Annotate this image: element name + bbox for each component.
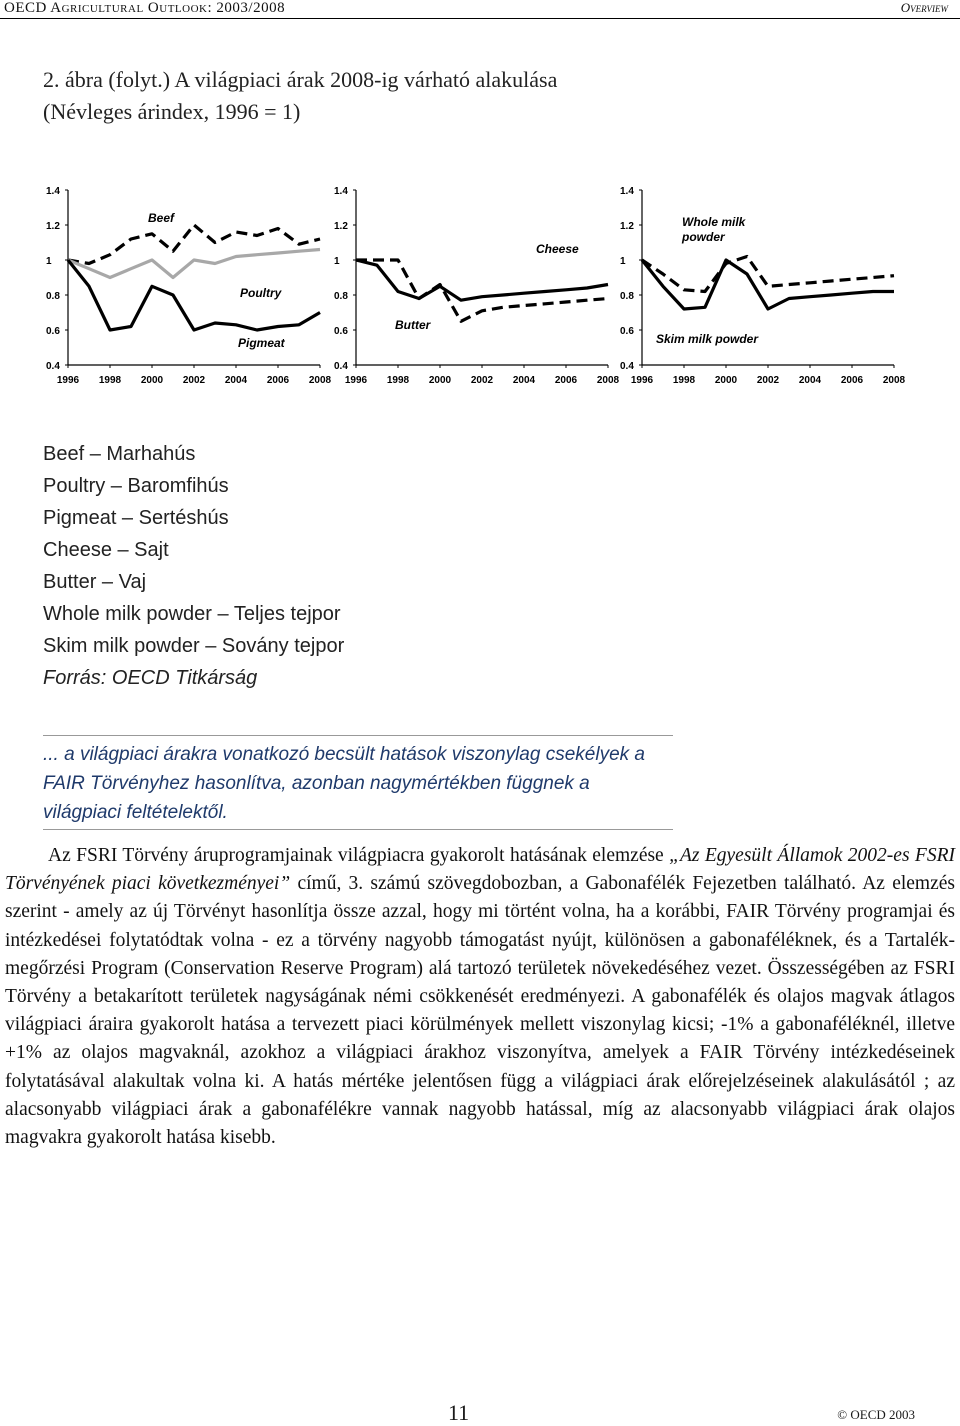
- paragraph: [5, 842, 955, 1152]
- chart-panel-3: [620, 186, 906, 386]
- x-tick-label: 2000: [428, 375, 452, 386]
- series-label: Whole milk: [682, 215, 746, 229]
- chart-panel-2: [334, 186, 620, 386]
- x-tick-label: 2000: [714, 375, 738, 386]
- y-tick-label: 0.6: [46, 326, 60, 337]
- y-tick-label: 1.2: [620, 221, 634, 232]
- legend-row-pigmeat: Pigmeat – Sertéshús: [43, 507, 229, 529]
- series-line-pigmeat: [68, 260, 320, 330]
- y-tick-label: 0.8: [334, 291, 348, 302]
- series-line-cheese: [356, 260, 608, 300]
- margin-callout: [43, 735, 673, 830]
- callout-text: ... a világpiaci árakra vonatkozó becsült hatások viszonylag csekélyek a FAIR Törvényhez hasonlítva, azonban nagymértékben függnek a világpiaci feltételektől.: [43, 744, 645, 823]
- legend-list: [43, 438, 344, 694]
- x-tick-label: 2000: [140, 375, 164, 386]
- y-tick-label: 0.4: [46, 361, 60, 372]
- series-label: Poultry: [240, 286, 282, 300]
- series-label: Butter: [395, 318, 431, 332]
- x-tick-label: 2008: [596, 375, 620, 386]
- price-index-charts: [0, 175, 960, 400]
- series-line-beef: [68, 225, 320, 264]
- y-tick-label: 1.4: [334, 186, 348, 197]
- x-tick-label: 2002: [470, 375, 494, 386]
- x-tick-label: 1998: [672, 375, 696, 386]
- figure-subtitle: (Névleges árindex, 1996 = 1): [43, 99, 301, 124]
- paragraph-part2: című, 3. számú szövegdobozban, a Gabonafélék Fejezetben található. Az elemzés szerint - amely az új Törvényt hasonlítja össze azzal, hogy mi történt volna, ha a korábbi, FAIR Törvény programjai és intézkedései folytatódtak volna - ez a törvény nagyobb támogatást nyújt, különösen a gabonaféléknek, és a Tartalék-megőrzési Program (Conservation Reserve Program) alá tartozó területek növekedéséhez vezet. Összességében az FSRI Törvény a betakarított területek nagyságának némi csökkenését eredményezi. A gabonafélék és olajos magvak átlagos világpiaci áraira gyakorolt hatása a tervezett piaci körülmények mellett viszonylag kicsi; -1% a gabonaféléknél, illetve +1% az olajos magvaknál, azokhoz a világpiaci árakhoz viszonyítva, amelyek a FAIR Törvény intézkedéseinek folytatásával alakultak volna ki. A hatás mértéke jelentősen függ a világpiaci árak előrejelzéseinek alakulásától ; az alacsonyabb világpiaci árak a gabonafélékre vannak nagyobb hatással, míg az alacsonyabb világpiaci árak olajos magvakra gyakorolt hatása kisebb.: [5, 873, 955, 1149]
- x-tick-label: 1996: [630, 375, 654, 386]
- x-tick-label: 1996: [56, 375, 80, 386]
- series-line-skim-milk-powder: [642, 260, 894, 309]
- x-tick-label: 2004: [798, 375, 822, 386]
- legend-row-poultry: Poultry – Baromfihús: [43, 475, 229, 497]
- paragraph-italic-title: „Az Egyesült Államok 2002-es FSRI Törvényének piaci következményei”: [5, 845, 956, 895]
- x-tick-label: 1998: [98, 375, 122, 386]
- y-tick-label: 0.6: [620, 326, 634, 337]
- x-tick-label: 2006: [266, 375, 290, 386]
- y-tick-label: 0.8: [620, 291, 634, 302]
- x-tick-label: 2004: [224, 375, 248, 386]
- series-label: Skim milk powder: [656, 332, 759, 346]
- series-line-poultry: [68, 250, 320, 278]
- page-header: [0, 0, 960, 19]
- legend-row-beef: Beef – Marhahús: [43, 443, 196, 465]
- y-tick-label: 1.4: [46, 186, 60, 197]
- series-label: Cheese: [536, 242, 579, 256]
- y-tick-label: 1.2: [46, 221, 60, 232]
- body-paragraph: [5, 842, 955, 1152]
- legend-row-butter: Butter – Vaj: [43, 571, 147, 593]
- y-tick-label: 0.6: [334, 326, 348, 337]
- y-tick-label: 1: [334, 256, 340, 267]
- series-label: Pigmeat: [238, 336, 285, 350]
- header-right-title: Overview: [900, 0, 948, 15]
- y-tick-label: 1: [620, 256, 626, 267]
- chart-panel-1: [46, 186, 332, 386]
- x-tick-label: 2006: [840, 375, 864, 386]
- x-tick-label: 2008: [882, 375, 906, 386]
- source-note: Forrás: OECD Titkárság: [43, 667, 258, 689]
- header-left-title: OECD Agricultural Outlook: 2003/2008: [4, 0, 286, 16]
- y-tick-label: 0.4: [334, 361, 348, 372]
- y-tick-label: 1: [46, 256, 52, 267]
- x-tick-label: 1998: [386, 375, 410, 386]
- x-tick-label: 1996: [344, 375, 368, 386]
- legend-row-skim-milk: Skim milk powder – Sovány tejpor: [43, 635, 345, 657]
- y-tick-label: 0.8: [46, 291, 60, 302]
- legend-row-cheese: Cheese – Sajt: [43, 539, 169, 561]
- x-tick-label: 2004: [512, 375, 536, 386]
- x-tick-label: 2008: [308, 375, 332, 386]
- y-tick-label: 0.4: [620, 361, 634, 372]
- x-tick-label: 2002: [756, 375, 780, 386]
- y-tick-label: 1.4: [620, 186, 634, 197]
- figure-title: 2. ábra (folyt.) A világpiaci árak 2008-ig várható alakulása: [43, 67, 558, 92]
- page-number: 11: [448, 1400, 470, 1425]
- series-label: powder: [682, 230, 725, 244]
- legend-row-whole-milk: Whole milk powder – Teljes tejpor: [43, 603, 341, 625]
- x-tick-label: 2006: [554, 375, 578, 386]
- series-label: Beef: [148, 211, 175, 225]
- paragraph-part1: Az FSRI Törvény áruprogramjainak világpiacra gyakorolt hatásának elemzése: [48, 845, 670, 866]
- x-tick-label: 2002: [182, 375, 206, 386]
- copyright: © OECD 2003: [837, 1407, 915, 1422]
- y-tick-label: 1.2: [334, 221, 348, 232]
- series-line-whole-milk-powder: [642, 257, 894, 292]
